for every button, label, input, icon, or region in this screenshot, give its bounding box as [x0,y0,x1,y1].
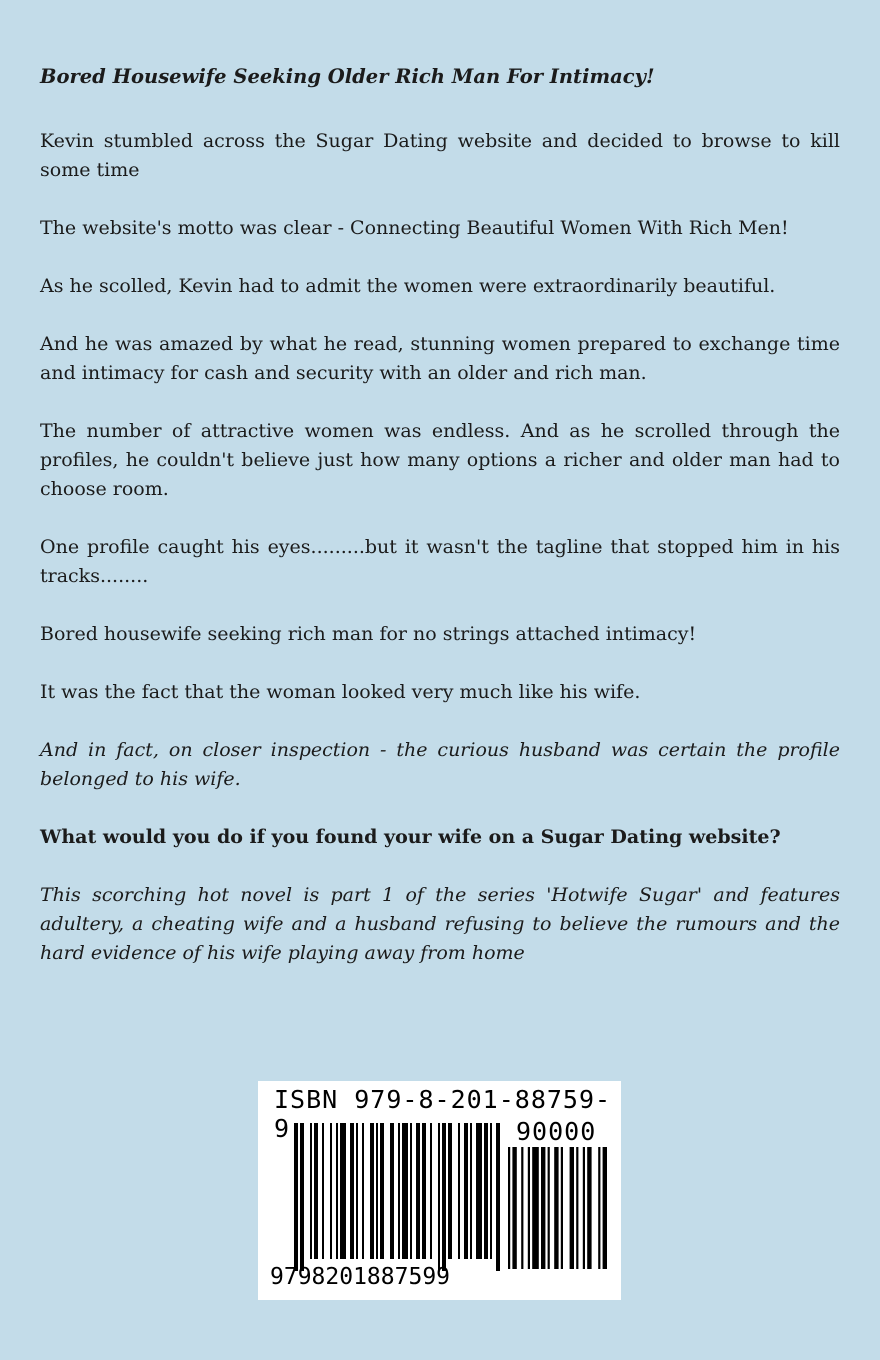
barcode-digits: 9798201887599 [270,1264,451,1290]
series-note: This scorching hot novel is part 1 of the series 'Hotwife Sugar' and features adultery, a cheating wife and a husband refusing to believe the rumours and the hard evidence of his wife playing away from home [40,884,840,964]
barcode-bar [458,1123,460,1259]
barcode-bar [521,1147,523,1269]
barcode-bar [438,1123,440,1271]
paragraph-3: As he scolled, Kevin had to admit the women were extraordinarily beautiful. [40,275,776,297]
price-addon-label: 90000 [516,1117,597,1146]
barcode-bar [350,1123,354,1259]
barcode-bar [322,1123,324,1259]
barcode-bar [532,1147,539,1269]
barcode-bar [496,1123,500,1271]
barcode-bar [330,1123,332,1259]
barcode-bar [554,1147,558,1269]
barcode-bar [508,1147,510,1269]
barcode-bar [430,1123,432,1259]
barcode-bar [548,1147,550,1269]
barcode-bar [314,1123,318,1259]
paragraph-5: The number of attractive women was endless. And as he scrolled through the profiles, he couldn't believe just how many options a richer and older man had to choose room. [40,420,840,500]
isbn-barcode [258,1081,621,1300]
barcode-bar [587,1147,591,1269]
barcode-bar [356,1123,358,1259]
barcode-bar [598,1147,600,1269]
barcode-bar [398,1123,400,1259]
paragraph-1: Kevin stumbled across the Sugar Dating website and decided to browse to kill some time [40,130,840,181]
paragraph-6: One profile caught his eyes.........but it wasn't the tagline that stopped him in his tracks........ [40,536,840,587]
headline: Bored Housewife Seeking Older Rich Man For Intimacy! [40,65,655,88]
barcode-bar [380,1123,384,1259]
barcode-bar [416,1123,420,1259]
paragraph-2: The website's motto was clear - Connecting Beautiful Women With Rich Men! [40,217,789,239]
paragraph-4: And he was amazed by what he read, stunning women prepared to exchange time and intimacy for cash and security with an older and rich man. [40,333,840,384]
barcode-bar [410,1123,412,1259]
isbn-label: ISBN 979-8-201-88759-9 [274,1085,612,1143]
barcode-bar [448,1123,452,1259]
barcode-bar [300,1123,304,1271]
barcode-bar [422,1123,426,1259]
barcode-bar [464,1123,468,1259]
barcode-bar [541,1147,545,1269]
barcode-bar [362,1123,364,1259]
barcode-bar [512,1147,516,1269]
barcode-bar [576,1147,578,1269]
barcode-bar [528,1147,530,1269]
barcode-bar [390,1123,394,1259]
barcode-bar [583,1147,585,1269]
paragraph-8: It was the fact that the woman looked very much like his wife. [40,681,641,703]
barcode-bar [340,1123,346,1259]
barcode-bar [310,1123,312,1259]
barcode-bar [402,1123,408,1259]
barcode-bar [476,1123,482,1259]
back-cover-text [40,62,840,997]
barcode-bar [442,1123,446,1271]
barcode-bar [490,1123,492,1259]
paragraph-7: Bored housewife seeking rich man for no strings attached intimacy! [40,623,697,645]
question-line: What would you do if you found your wife on a Sugar Dating website? [40,826,781,848]
barcode-bar [376,1123,378,1259]
italic-paragraph: And in fact, on closer inspection - the curious husband was certain the profile belonged to his wife. [40,739,840,790]
barcode-bar [484,1123,488,1259]
barcode-bar [470,1123,472,1259]
barcode-bar [294,1123,298,1271]
barcode-bar [561,1147,563,1269]
barcode-bar [370,1123,374,1259]
barcode-bar [336,1123,338,1259]
barcode-bar [603,1147,607,1269]
barcode-bar [570,1147,574,1269]
